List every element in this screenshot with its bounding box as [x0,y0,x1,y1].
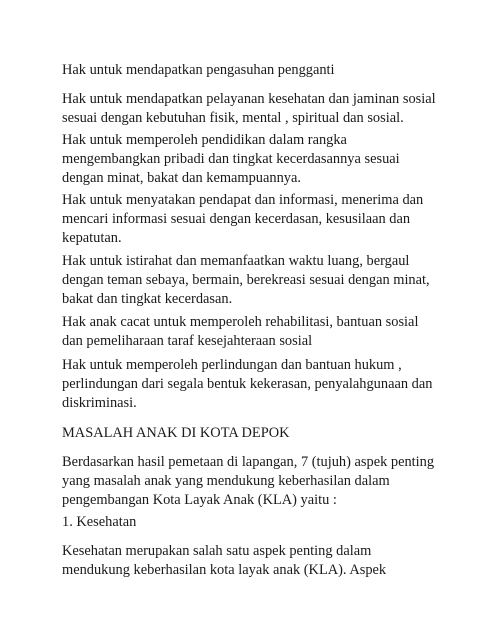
text-line: Berdasarkan hasil pemetaan di lapangan, 7 (tujuh) aspek penting [62,454,435,470]
section-heading [62,424,462,443]
text-line: kepatutan. [62,230,122,246]
text-line: Hak untuk menyatakan pendapat dan informasi, menerima dan [62,192,424,208]
text-line: dan pemeliharaan taraf kesejahteraan sosial [62,333,313,349]
text-line: dengan minat, bakat dan kemampuannya. [62,170,301,186]
paragraph-right-legal-protection [62,356,462,413]
text-line: perlindungan dari segala bentuk kekerasan, penyalahgunaan dan [62,376,433,392]
text-line: MASALAH ANAK DI KOTA DEPOK [62,425,290,441]
text-line: Hak untuk memperoleh perlindungan dan bantuan hukum , [62,357,402,373]
text-line: mendukung keberhasilan kota layak anak (KLA). Aspek [62,562,387,578]
paragraph-right-expression-information [62,191,462,248]
numbered-heading-health [62,513,462,532]
paragraph-right-rest-leisure [62,252,462,309]
paragraph-right-education [62,131,462,188]
text-line: diskriminasi. [62,395,137,411]
paragraph-right-substitute-care [62,61,462,80]
text-line: Hak untuk istirahat dan memanfaatkan waktu luang, bergaul [62,253,410,269]
text-line: pengembangan Kota Layak Anak (KLA) yaitu : [62,492,337,508]
paragraph-right-health-services [62,90,462,128]
text-line: 1. Kesehatan [62,514,137,530]
paragraph-mapping-results [62,453,462,510]
text-line: yang masalah anak yang mendukung keberhasilan dalam [62,473,390,489]
paragraph-health-aspect [62,542,462,580]
text-line: mencari informasi sesuai dengan kecerdasan, kesusilaan dan [62,211,411,227]
text-line: Hak untuk memperoleh pendidikan dalam rangka [62,132,347,148]
text-line: sesuai dengan kebutuhan fisik, mental , spiritual dan sosial. [62,110,404,126]
text-line: Kesehatan merupakan salah satu aspek penting dalam [62,543,372,559]
text-line: Hak anak cacat untuk memperoleh rehabilitasi, bantuan sosial [62,314,419,330]
paragraph-right-disabled-children [62,313,462,351]
text-line: bakat dan tingkat kecerdasan. [62,291,233,307]
text-line: mengembangkan pribadi dan tingkat kecerdasannya sesuai [62,151,400,167]
text-line: dengan teman sebaya, bermain, berekreasi sesuai dengan minat, [62,272,430,288]
text-line: Hak untuk mendapatkan pengasuhan pengganti [62,62,335,78]
text-line: Hak untuk mendapatkan pelayanan kesehatan dan jaminan sosial [62,91,436,107]
